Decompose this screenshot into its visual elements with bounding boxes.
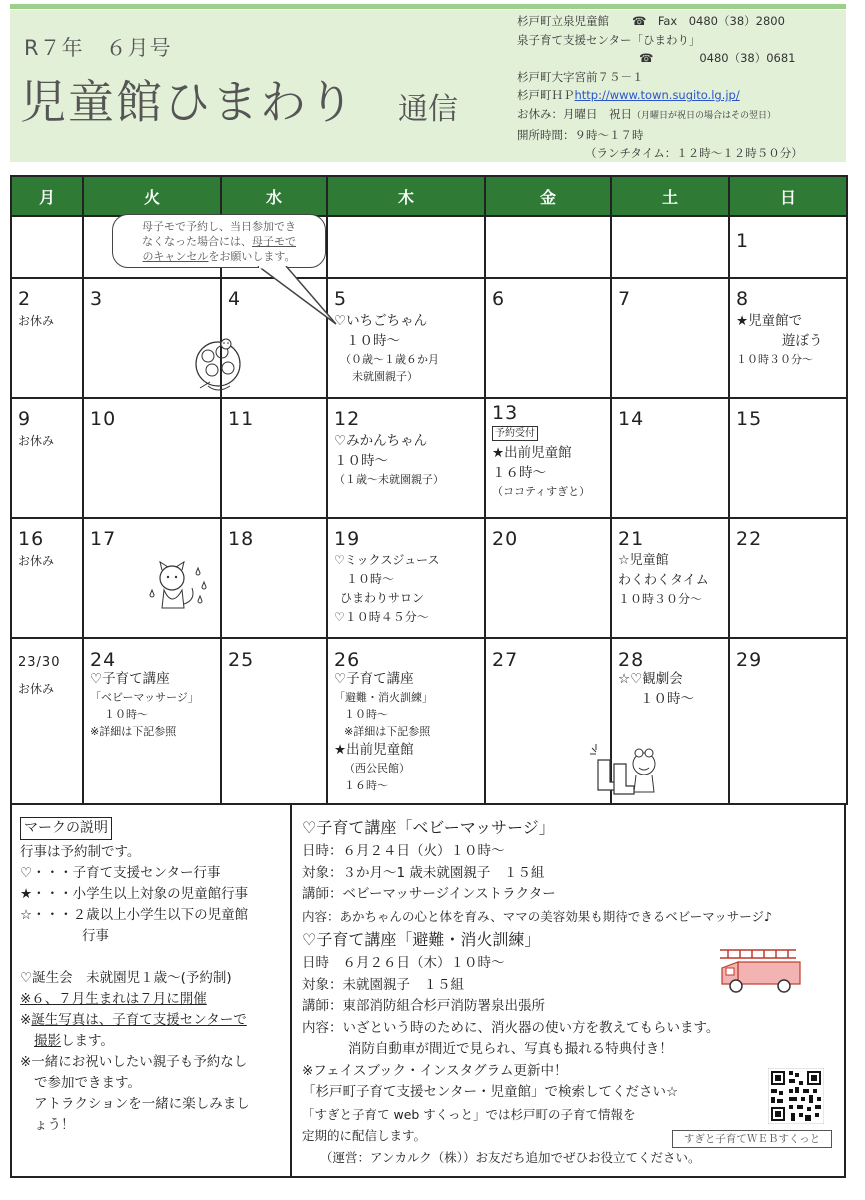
event-title: 遊ぼう bbox=[782, 333, 823, 349]
day-number: 2 bbox=[18, 288, 32, 310]
event-note: ※詳細は下記参照 bbox=[344, 725, 431, 738]
day-number: 18 bbox=[228, 528, 255, 550]
day-cell-20 bbox=[485, 518, 611, 638]
weekday-wed: 水 bbox=[221, 176, 327, 216]
weekday-tue: 火 bbox=[83, 176, 221, 216]
legend-line: ょう！ bbox=[34, 1117, 75, 1133]
day-number: 8 bbox=[736, 288, 750, 310]
day-number: 14 bbox=[618, 408, 645, 430]
event-time: １６時～ bbox=[344, 779, 388, 792]
sns-line: 「すぎと子育て web すくっと」では杉戸町の子育て情報を bbox=[302, 1106, 636, 1122]
course2-line: 日時 ６月２６日（木）１０時～ bbox=[302, 955, 505, 971]
bubble-tail-icon bbox=[250, 266, 340, 326]
contact-line: 泉子育て支援センター「ひまわり」 bbox=[517, 32, 701, 47]
event-title: ★出前児童館 bbox=[334, 742, 414, 758]
event-note: 「ベビーマッサージ」 bbox=[90, 691, 199, 704]
day-number: 21 bbox=[618, 528, 645, 550]
week-row-3 bbox=[11, 398, 847, 518]
lunch-line: （ランチタイム：１２時～１２時５０分） bbox=[585, 146, 803, 161]
closed-label: お休み bbox=[18, 682, 55, 696]
legend-line: 行事は予約制です。 bbox=[20, 844, 141, 860]
event-title: ♡ミックスジュース bbox=[334, 553, 440, 567]
course2-line: 対象：未就園親子 １５組 bbox=[302, 976, 464, 993]
sns-line: ※フェイスブック・インスタグラム更新中！ bbox=[302, 1062, 568, 1079]
day-number: 19 bbox=[334, 528, 361, 550]
day-cell-24 bbox=[83, 638, 221, 804]
event-title: ★児童館で bbox=[736, 313, 803, 329]
legend-text: ※ bbox=[20, 1012, 32, 1028]
day-cell-22 bbox=[729, 518, 847, 638]
week-row-5 bbox=[11, 638, 847, 804]
course1-line: 内容：あかちゃんの心と体を育み、ママの美容効果も期待できるベビーマッサージ♪ bbox=[302, 908, 772, 924]
contact-line: 杉戸町大字宮前７５－１ bbox=[517, 69, 644, 84]
legend-line: ♡誕生会 未就園児１歳～(予約制) bbox=[20, 970, 232, 986]
newsletter-title: 児童館ひまわり bbox=[20, 75, 356, 129]
event-note: 未就園親子） bbox=[352, 370, 418, 383]
weekday-mon: 月 bbox=[11, 176, 83, 216]
contact-block bbox=[517, 12, 842, 163]
day-number: 25 bbox=[228, 649, 255, 671]
newsletter-header bbox=[10, 10, 846, 162]
day-number: 6 bbox=[492, 288, 506, 310]
legend-title: マークの説明 bbox=[20, 817, 112, 840]
hp-link[interactable]: http://www.town.sugito.lg.jp/ bbox=[574, 88, 740, 103]
course1-line: 日時：６月２４日（火）１０時～ bbox=[302, 843, 505, 859]
course2-line: 内容：いざという時のために、消火器の使い方を教えてもらいます。 bbox=[302, 1019, 720, 1036]
bubble-text: なくなった場合には、 bbox=[142, 235, 252, 248]
legend-section bbox=[12, 805, 292, 1176]
day-number: 16 bbox=[18, 528, 45, 550]
event-title: ★出前児童館 bbox=[492, 445, 572, 461]
day-cell-9 bbox=[11, 398, 83, 518]
day-cell-empty bbox=[611, 216, 729, 278]
closed-label: お休み bbox=[18, 554, 55, 568]
day-cell-12 bbox=[327, 398, 485, 518]
bubble-line: 母子モで予約し、当日参加でき bbox=[142, 220, 296, 233]
bubble-text-underlined: 母子モで bbox=[252, 235, 296, 248]
hp-row bbox=[517, 86, 842, 105]
weekday-sun: 日 bbox=[729, 176, 847, 216]
day-cell-23-30 bbox=[11, 638, 83, 804]
legend-line: ※６、７月生まれは７月に開催 bbox=[20, 991, 207, 1007]
top-accent-bar bbox=[10, 4, 846, 9]
event-title: ♡いちごちゃん bbox=[334, 313, 428, 329]
day-number: 5 bbox=[334, 288, 348, 310]
day-number: 17 bbox=[90, 528, 117, 550]
legend-text: します。 bbox=[61, 1033, 114, 1049]
day-number: 28 bbox=[618, 649, 645, 671]
day-cell-14 bbox=[611, 398, 729, 518]
day-number: 29 bbox=[736, 649, 763, 671]
day-number: 4 bbox=[228, 288, 242, 310]
day-number: 10 bbox=[90, 408, 117, 430]
qr-code-label: すぎと子育てＷＥＢすくっと bbox=[672, 1130, 832, 1148]
day-cell-5 bbox=[327, 278, 485, 398]
issue-label: R７年 ６月号 bbox=[24, 36, 172, 60]
event-note: （ココティすぎと） bbox=[492, 485, 591, 498]
day-number: 20 bbox=[492, 528, 519, 550]
day-cell-26 bbox=[327, 638, 485, 804]
event-title: ♡子育て講座 bbox=[334, 671, 414, 687]
course2-line: 消防自動車が間近で見られ、写真も撮れる特典付き！ bbox=[348, 1041, 673, 1057]
event-note: （０歳～１歳６か月 bbox=[340, 353, 439, 366]
legend-line: ※一緒にお祝いしたい親子も予約なし bbox=[20, 1054, 248, 1070]
day-cell-21 bbox=[611, 518, 729, 638]
calendar-table bbox=[10, 175, 848, 805]
sns-line: 定期的に配信します。 bbox=[302, 1128, 427, 1143]
day-number: 15 bbox=[736, 408, 763, 430]
cancel-notice-bubble bbox=[112, 214, 326, 268]
legend-text-underlined: 撮影 bbox=[34, 1033, 61, 1049]
day-number: 3 bbox=[90, 288, 104, 310]
day-number: 9 bbox=[18, 408, 32, 430]
event-time: １０時３０分～ bbox=[618, 592, 703, 606]
day-number: 26 bbox=[334, 649, 361, 671]
day-number: 12 bbox=[334, 408, 361, 430]
day-cell-1 bbox=[729, 216, 847, 278]
day-number: 1 bbox=[736, 230, 750, 252]
course1-heading: ♡子育て講座「ベビーマッサージ」 bbox=[302, 818, 555, 837]
legend-line: 行事 bbox=[82, 928, 109, 944]
closed-note: （月曜日が祝日の場合はその翌日） bbox=[632, 110, 777, 121]
contact-line: 杉戸町立泉児童館 ☎ Fax 0480（38）2800 bbox=[517, 14, 785, 28]
sns-line: （運営：アンカルク（株））お友だち追加でぜひお役立てください。 bbox=[320, 1149, 701, 1165]
closed-label: お休み bbox=[18, 434, 55, 448]
event-time: １０時～ bbox=[104, 708, 148, 721]
event-time: １０時～ bbox=[346, 572, 395, 586]
day-number: 7 bbox=[618, 288, 632, 310]
qr-code-icon[interactable] bbox=[768, 1068, 824, 1124]
day-cell-15 bbox=[729, 398, 847, 518]
day-cell-11 bbox=[221, 398, 327, 518]
weekday-fri: 金 bbox=[485, 176, 611, 216]
day-cell-19 bbox=[327, 518, 485, 638]
event-note: （西公民館） bbox=[344, 762, 410, 775]
legend-line bbox=[20, 1031, 282, 1052]
closed-row bbox=[517, 105, 842, 126]
course2-line: 講師：東部消防組合杉戸消防署泉出張所 bbox=[302, 998, 545, 1014]
event-time: １０時～ bbox=[344, 708, 388, 721]
weekday-thu: 木 bbox=[327, 176, 485, 216]
event-note: 「避難・消火訓練」 bbox=[334, 691, 433, 704]
course2-heading: ♡子育て講座「避難・消火訓練」 bbox=[302, 930, 541, 949]
event-time: １０時３０分～ bbox=[736, 353, 813, 366]
bubble-text: をお願いします。 bbox=[208, 250, 296, 263]
legend-line: ★・・・小学生以上対象の児童館行事 bbox=[20, 886, 249, 902]
day-cell-6 bbox=[485, 278, 611, 398]
bubble-line bbox=[123, 249, 315, 264]
day-cell-13 bbox=[485, 398, 611, 518]
day-number: 13 bbox=[492, 402, 519, 424]
day-cell-25 bbox=[221, 638, 327, 804]
day-number: 11 bbox=[228, 408, 255, 430]
day-cell-empty bbox=[11, 216, 83, 278]
event-time: ♡１０時４５分～ bbox=[334, 610, 429, 624]
event-title: ひまわりサロン bbox=[340, 591, 425, 605]
event-time: １６時～ bbox=[492, 465, 546, 481]
legend-line: アトラクションを一緒に楽しみまし bbox=[34, 1096, 250, 1112]
event-note: （１歳～未就園親子） bbox=[334, 473, 444, 486]
event-title: ☆児童館 bbox=[618, 553, 669, 568]
newsletter-title-suffix: 通信 bbox=[398, 92, 458, 127]
closed-label: お休み：月曜日 祝日 bbox=[517, 106, 632, 121]
day-number: 22 bbox=[736, 528, 763, 550]
event-time: １０時～ bbox=[640, 691, 694, 707]
weekday-header-row bbox=[11, 176, 847, 216]
hp-label: 杉戸町ＨＰ bbox=[517, 88, 575, 103]
weekday-sat: 土 bbox=[611, 176, 729, 216]
course1-line: 対象：３か月～1 歳未就園親子 １５組 bbox=[302, 864, 545, 881]
legend-line: で参加できます。 bbox=[34, 1075, 141, 1091]
day-number: 24 bbox=[90, 649, 117, 671]
contact-line: ☎ 0480（38）0681 bbox=[639, 51, 796, 66]
legend-text-underlined: 誕生写真は、子育て支援センターで bbox=[31, 1012, 247, 1028]
event-title: ♡子育て講座 bbox=[90, 671, 170, 687]
week-row-2 bbox=[11, 278, 847, 398]
closed-label: お休み bbox=[18, 314, 55, 328]
day-number: 27 bbox=[492, 649, 519, 671]
event-title: ♡みかんちゃん bbox=[334, 433, 428, 449]
cat-in-rain-illustration-icon bbox=[148, 560, 212, 616]
day-cell-empty bbox=[327, 216, 485, 278]
fire-truck-illustration-icon bbox=[716, 944, 808, 996]
event-note: ※詳細は下記参照 bbox=[90, 725, 177, 738]
bubble-text-underlined: のキャンセル bbox=[142, 250, 209, 263]
day-cell-2 bbox=[11, 278, 83, 398]
event-title: わくわくタイム bbox=[618, 573, 709, 588]
day-cell-29 bbox=[729, 638, 847, 804]
legend-line: ♡・・・子育て支援センター行事 bbox=[20, 865, 221, 881]
boots-and-frog-illustration-icon bbox=[588, 742, 664, 798]
day-cell-16 bbox=[11, 518, 83, 638]
event-title: ☆♡観劇会 bbox=[618, 671, 683, 687]
day-cell-empty bbox=[485, 216, 611, 278]
hydrangea-illustration-icon bbox=[188, 330, 248, 396]
event-time: １０時～ bbox=[334, 453, 388, 469]
bubble-line bbox=[123, 234, 315, 249]
day-cell-10 bbox=[83, 398, 221, 518]
legend-line: ☆・・・２歳以上小学生以下の児童館 bbox=[20, 907, 249, 923]
sns-line: 「杉戸町子育て支援センター・児童館」で検索してください☆ bbox=[302, 1084, 679, 1100]
reservation-tag: 予約受付 bbox=[492, 426, 538, 441]
day-cell-18 bbox=[221, 518, 327, 638]
day-cell-8 bbox=[729, 278, 847, 398]
legend-spacer bbox=[20, 947, 282, 968]
week-row-4 bbox=[11, 518, 847, 638]
event-time: １０時～ bbox=[346, 333, 400, 349]
day-cell-7 bbox=[611, 278, 729, 398]
hours-line: 開所時間：９時～１７時 bbox=[517, 127, 644, 142]
course1-line: 講師：ベビーマッサージインストラクター bbox=[302, 886, 556, 902]
legend-line bbox=[20, 1010, 282, 1031]
day-number: 23/30 bbox=[18, 655, 61, 670]
